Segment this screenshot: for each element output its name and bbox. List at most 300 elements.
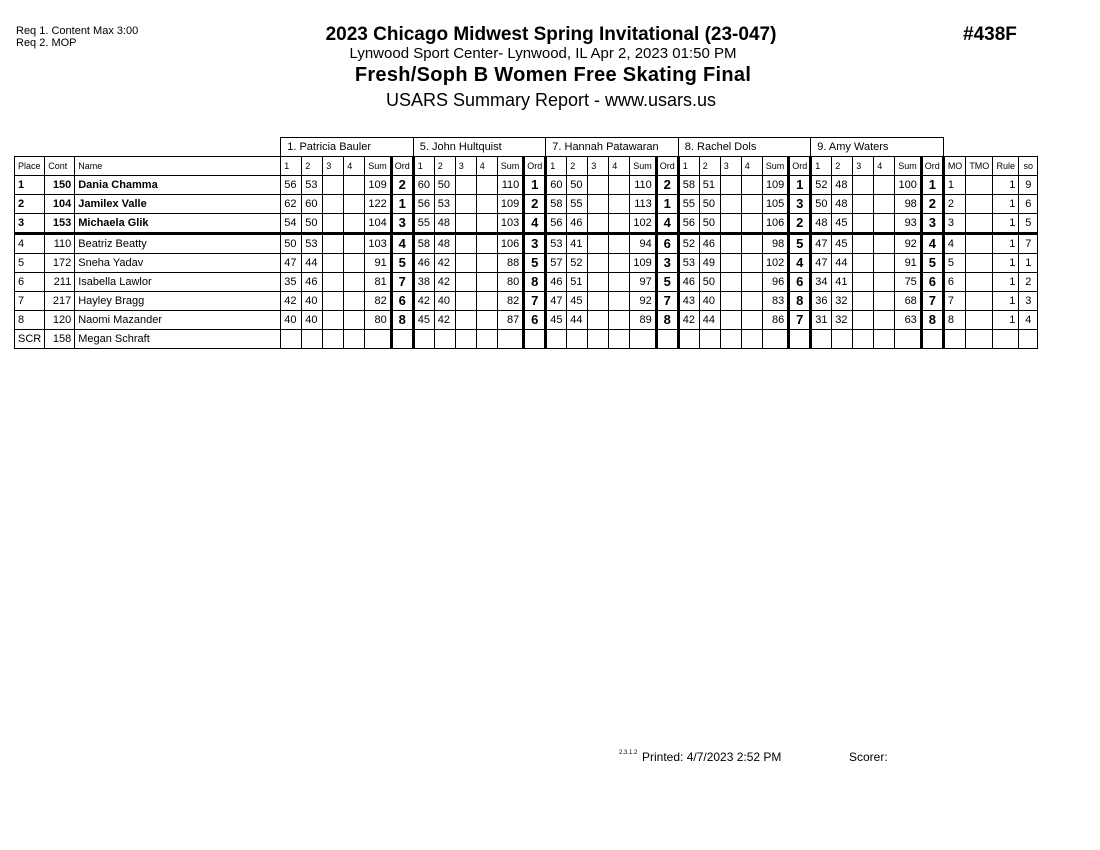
score-cell: 50 bbox=[699, 214, 720, 234]
sum-cell: 87 bbox=[497, 311, 524, 330]
report-title: USARS Summary Report - www.usars.us bbox=[385, 90, 717, 110]
score-cell: 42 bbox=[678, 311, 699, 330]
score-cell bbox=[699, 330, 720, 349]
score-cell bbox=[476, 214, 497, 234]
table-row bbox=[15, 254, 1038, 273]
ordinal-cell: 8 bbox=[391, 311, 413, 330]
score-cell bbox=[323, 292, 344, 311]
col-judge-4: 4 bbox=[476, 157, 497, 176]
score-cell bbox=[853, 195, 874, 214]
score-cell bbox=[874, 234, 895, 254]
name-cell: Naomi Mazander bbox=[75, 311, 281, 330]
sum-cell: 89 bbox=[630, 311, 657, 330]
score-cell bbox=[344, 254, 365, 273]
score-cell: 32 bbox=[832, 292, 853, 311]
col-judge-2: 2 bbox=[699, 157, 720, 176]
score-cell bbox=[874, 292, 895, 311]
sum-cell: 96 bbox=[762, 273, 789, 292]
venue-date: Lynwood Sport Center- Lynwood, IL Apr 2, 2023 01:50 PM bbox=[349, 45, 737, 62]
col-judge-2: 2 bbox=[567, 157, 588, 176]
sum-cell: 98 bbox=[895, 195, 922, 214]
ordinal-cell: 4 bbox=[391, 234, 413, 254]
ordinal-cell bbox=[921, 330, 943, 349]
ordinal-cell: 7 bbox=[391, 273, 413, 292]
col-rule-cell bbox=[993, 330, 1019, 349]
score-cell bbox=[344, 273, 365, 292]
col-tmo-cell bbox=[966, 254, 993, 273]
score-cell bbox=[853, 254, 874, 273]
score-cell: 42 bbox=[434, 311, 455, 330]
score-cell: 55 bbox=[567, 195, 588, 214]
score-cell bbox=[323, 214, 344, 234]
score-cell: 50 bbox=[567, 176, 588, 195]
score-cell bbox=[302, 330, 323, 349]
col-judge-ord: Ord bbox=[524, 157, 546, 176]
col-tmo-cell bbox=[966, 214, 993, 234]
col-judge-1: 1 bbox=[546, 157, 567, 176]
sum-cell: 63 bbox=[895, 311, 922, 330]
score-cell: 45 bbox=[832, 234, 853, 254]
ordinal-cell: 3 bbox=[789, 195, 811, 214]
score-cell bbox=[455, 330, 476, 349]
score-cell bbox=[853, 330, 874, 349]
score-cell: 55 bbox=[413, 214, 434, 234]
place-cell: 5 bbox=[15, 254, 45, 273]
score-cell bbox=[609, 195, 630, 214]
col-rule-cell: 1 bbox=[993, 214, 1019, 234]
score-cell: 51 bbox=[567, 273, 588, 292]
ordinal-cell: 4 bbox=[921, 234, 943, 254]
ordinal-cell: 1 bbox=[524, 176, 546, 195]
score-cell: 51 bbox=[699, 176, 720, 195]
sum-cell: 92 bbox=[630, 292, 657, 311]
score-cell bbox=[874, 214, 895, 234]
sum-cell: 103 bbox=[497, 214, 524, 234]
score-cell: 53 bbox=[678, 254, 699, 273]
score-cell bbox=[476, 292, 497, 311]
ordinal-cell: 3 bbox=[921, 214, 943, 234]
col-so-cell: 4 bbox=[1019, 311, 1038, 330]
place-cell: SCR bbox=[15, 330, 45, 349]
col-cont: Cont bbox=[45, 157, 75, 176]
col-mo-cell bbox=[943, 330, 966, 349]
score-cell bbox=[344, 234, 365, 254]
sum-cell bbox=[497, 330, 524, 349]
place-cell: 6 bbox=[15, 273, 45, 292]
sum-cell: 110 bbox=[630, 176, 657, 195]
name-cell: Isabella Lawlor bbox=[75, 273, 281, 292]
score-cell: 50 bbox=[811, 195, 832, 214]
ordinal-cell: 8 bbox=[524, 273, 546, 292]
ordinal-cell: 8 bbox=[656, 311, 678, 330]
score-cell bbox=[476, 254, 497, 273]
sum-cell: 103 bbox=[365, 234, 392, 254]
score-cell: 62 bbox=[281, 195, 302, 214]
score-cell bbox=[476, 176, 497, 195]
table-row bbox=[15, 195, 1038, 214]
score-cell: 45 bbox=[413, 311, 434, 330]
sum-cell: 109 bbox=[630, 254, 657, 273]
sum-cell: 97 bbox=[630, 273, 657, 292]
score-cell bbox=[853, 292, 874, 311]
ordinal-cell: 6 bbox=[524, 311, 546, 330]
score-cell: 43 bbox=[678, 292, 699, 311]
col-judge-ord: Ord bbox=[789, 157, 811, 176]
score-cell bbox=[678, 330, 699, 349]
score-cell bbox=[344, 311, 365, 330]
score-cell bbox=[455, 195, 476, 214]
score-cell: 58 bbox=[678, 176, 699, 195]
score-cell: 56 bbox=[678, 214, 699, 234]
name-cell: Megan Schraft bbox=[75, 330, 281, 349]
score-cell: 54 bbox=[281, 214, 302, 234]
col-so-cell bbox=[1019, 330, 1038, 349]
cont-cell: 172 bbox=[45, 254, 75, 273]
score-cell bbox=[323, 254, 344, 273]
col-judge-4: 4 bbox=[609, 157, 630, 176]
sum-cell bbox=[895, 330, 922, 349]
col-rule-cell: 1 bbox=[993, 273, 1019, 292]
table-row bbox=[15, 273, 1038, 292]
score-cell: 48 bbox=[832, 176, 853, 195]
cont-cell: 104 bbox=[45, 195, 75, 214]
score-cell bbox=[344, 176, 365, 195]
score-cell bbox=[323, 330, 344, 349]
table-row bbox=[15, 292, 1038, 311]
col-judge-2: 2 bbox=[434, 157, 455, 176]
sum-cell: 122 bbox=[365, 195, 392, 214]
sum-cell: 100 bbox=[895, 176, 922, 195]
score-cell bbox=[323, 234, 344, 254]
score-cell bbox=[609, 273, 630, 292]
score-cell bbox=[853, 176, 874, 195]
score-cell: 47 bbox=[281, 254, 302, 273]
sum-cell: 102 bbox=[630, 214, 657, 234]
col-judge-2: 2 bbox=[832, 157, 853, 176]
col-judge-sum: Sum bbox=[762, 157, 789, 176]
col-so-cell: 5 bbox=[1019, 214, 1038, 234]
place-cell: 7 bbox=[15, 292, 45, 311]
ordinal-cell: 6 bbox=[921, 273, 943, 292]
score-cell bbox=[434, 330, 455, 349]
ordinal-cell: 6 bbox=[656, 234, 678, 254]
col-tmo-cell bbox=[966, 176, 993, 195]
score-cell bbox=[832, 330, 853, 349]
score-cell bbox=[323, 176, 344, 195]
score-cell bbox=[741, 214, 762, 234]
score-cell bbox=[588, 214, 609, 234]
col-judge-sum: Sum bbox=[895, 157, 922, 176]
col-judge-sum: Sum bbox=[630, 157, 657, 176]
sum-cell bbox=[630, 330, 657, 349]
score-cell: 52 bbox=[678, 234, 699, 254]
col-judge-4: 4 bbox=[874, 157, 895, 176]
col-mo-cell: 2 bbox=[943, 195, 966, 214]
score-cell: 40 bbox=[434, 292, 455, 311]
score-cell bbox=[741, 292, 762, 311]
score-cell bbox=[455, 214, 476, 234]
score-cell bbox=[853, 214, 874, 234]
score-cell bbox=[874, 195, 895, 214]
score-cell: 44 bbox=[832, 254, 853, 273]
sum-cell: 102 bbox=[762, 254, 789, 273]
ordinal-cell: 2 bbox=[656, 176, 678, 195]
score-cell bbox=[413, 330, 434, 349]
score-cell: 60 bbox=[302, 195, 323, 214]
score-cell bbox=[588, 330, 609, 349]
cont-cell: 150 bbox=[45, 176, 75, 195]
ordinal-cell: 1 bbox=[656, 195, 678, 214]
place-cell: 2 bbox=[15, 195, 45, 214]
score-cell: 42 bbox=[281, 292, 302, 311]
col-rule: Rule bbox=[993, 157, 1019, 176]
ordinal-cell bbox=[656, 330, 678, 349]
requirement-2: Req 2. MOP bbox=[16, 37, 77, 49]
cont-cell: 153 bbox=[45, 214, 75, 234]
judge-name: 1. Patricia Bauler bbox=[281, 138, 414, 157]
score-cell: 56 bbox=[546, 214, 567, 234]
col-mo-cell: 6 bbox=[943, 273, 966, 292]
score-cell bbox=[720, 273, 741, 292]
col-tmo-cell bbox=[966, 311, 993, 330]
ordinal-cell: 1 bbox=[921, 176, 943, 195]
score-cell bbox=[323, 311, 344, 330]
score-cell bbox=[741, 234, 762, 254]
sum-cell: 113 bbox=[630, 195, 657, 214]
score-cell: 48 bbox=[434, 234, 455, 254]
judge-header-spacer bbox=[943, 138, 1038, 157]
cont-cell: 211 bbox=[45, 273, 75, 292]
score-cell: 42 bbox=[434, 273, 455, 292]
col-name: Name bbox=[75, 157, 281, 176]
ordinal-cell: 2 bbox=[391, 176, 413, 195]
col-tmo-cell bbox=[966, 330, 993, 349]
competition-title: 2023 Chicago Midwest Spring Invitational (23-047) bbox=[325, 24, 777, 45]
sum-cell: 91 bbox=[895, 254, 922, 273]
score-cell: 48 bbox=[434, 214, 455, 234]
sum-cell: 88 bbox=[497, 254, 524, 273]
col-judge-ord: Ord bbox=[391, 157, 413, 176]
score-cell bbox=[720, 311, 741, 330]
score-cell: 46 bbox=[699, 234, 720, 254]
score-cell: 38 bbox=[413, 273, 434, 292]
score-cell: 40 bbox=[699, 292, 720, 311]
score-cell bbox=[567, 330, 588, 349]
judge-name: 5. John Hultquist bbox=[413, 138, 546, 157]
version-code: 2.3.1.2 bbox=[619, 750, 638, 756]
score-cell: 46 bbox=[302, 273, 323, 292]
judge-name: 9. Amy Waters bbox=[811, 138, 944, 157]
ordinal-cell: 4 bbox=[656, 214, 678, 234]
judge-name: 8. Rachel Dols bbox=[678, 138, 811, 157]
sum-cell: 82 bbox=[365, 292, 392, 311]
score-cell: 40 bbox=[302, 311, 323, 330]
col-judge-1: 1 bbox=[811, 157, 832, 176]
ordinal-cell: 8 bbox=[789, 292, 811, 311]
sum-cell: 93 bbox=[895, 214, 922, 234]
score-cell: 41 bbox=[832, 273, 853, 292]
ordinal-cell bbox=[524, 330, 546, 349]
col-judge-ord: Ord bbox=[656, 157, 678, 176]
ordinal-cell: 1 bbox=[391, 195, 413, 214]
col-tmo-cell bbox=[966, 195, 993, 214]
sum-cell: 86 bbox=[762, 311, 789, 330]
score-cell bbox=[741, 311, 762, 330]
score-cell: 31 bbox=[811, 311, 832, 330]
score-cell bbox=[323, 273, 344, 292]
ordinal-cell: 7 bbox=[524, 292, 546, 311]
sum-cell: 91 bbox=[365, 254, 392, 273]
score-cell: 53 bbox=[302, 176, 323, 195]
judge-name: 7. Hannah Patawaran bbox=[546, 138, 679, 157]
col-mo-cell: 1 bbox=[943, 176, 966, 195]
score-cell: 49 bbox=[699, 254, 720, 273]
score-cell bbox=[588, 195, 609, 214]
score-cell: 46 bbox=[546, 273, 567, 292]
score-cell: 42 bbox=[434, 254, 455, 273]
score-cell bbox=[874, 311, 895, 330]
score-cell bbox=[588, 176, 609, 195]
score-cell bbox=[455, 311, 476, 330]
score-cell: 58 bbox=[546, 195, 567, 214]
score-cell: 53 bbox=[434, 195, 455, 214]
table-row bbox=[15, 330, 1038, 349]
score-cell bbox=[609, 292, 630, 311]
score-cell bbox=[720, 254, 741, 273]
col-so-cell: 7 bbox=[1019, 234, 1038, 254]
score-cell bbox=[609, 176, 630, 195]
score-cell bbox=[344, 214, 365, 234]
col-judge-1: 1 bbox=[281, 157, 302, 176]
place-cell: 8 bbox=[15, 311, 45, 330]
score-cell bbox=[720, 195, 741, 214]
score-cell: 46 bbox=[413, 254, 434, 273]
col-rule-cell: 1 bbox=[993, 292, 1019, 311]
col-so-cell: 9 bbox=[1019, 176, 1038, 195]
score-cell bbox=[741, 273, 762, 292]
ordinal-cell: 7 bbox=[656, 292, 678, 311]
ordinal-cell: 1 bbox=[789, 176, 811, 195]
sum-cell bbox=[365, 330, 392, 349]
score-cell: 41 bbox=[567, 234, 588, 254]
score-cell: 52 bbox=[567, 254, 588, 273]
score-cell: 32 bbox=[832, 311, 853, 330]
ordinal-cell: 8 bbox=[921, 311, 943, 330]
score-cell bbox=[609, 330, 630, 349]
score-cell: 44 bbox=[699, 311, 720, 330]
cont-cell: 120 bbox=[45, 311, 75, 330]
score-cell: 48 bbox=[832, 195, 853, 214]
table-row bbox=[15, 176, 1038, 195]
table-row bbox=[15, 311, 1038, 330]
col-judge-1: 1 bbox=[678, 157, 699, 176]
sum-cell: 81 bbox=[365, 273, 392, 292]
score-cell bbox=[741, 254, 762, 273]
place-cell: 3 bbox=[15, 214, 45, 234]
score-cell: 46 bbox=[678, 273, 699, 292]
ordinal-cell: 7 bbox=[921, 292, 943, 311]
score-cell: 50 bbox=[434, 176, 455, 195]
sum-cell: 80 bbox=[497, 273, 524, 292]
printed-timestamp: Printed: 4/7/2023 2:52 PM bbox=[642, 750, 782, 764]
table-row bbox=[15, 234, 1038, 254]
score-cell bbox=[609, 234, 630, 254]
score-cell bbox=[588, 254, 609, 273]
sum-cell: 92 bbox=[895, 234, 922, 254]
ordinal-cell bbox=[789, 330, 811, 349]
ordinal-cell: 5 bbox=[921, 254, 943, 273]
score-cell bbox=[741, 176, 762, 195]
score-cell: 45 bbox=[567, 292, 588, 311]
score-cell: 36 bbox=[811, 292, 832, 311]
score-cell bbox=[344, 292, 365, 311]
score-cell: 47 bbox=[811, 234, 832, 254]
name-cell: Jamilex Valle bbox=[75, 195, 281, 214]
col-judge-sum: Sum bbox=[497, 157, 524, 176]
ordinal-cell: 5 bbox=[391, 254, 413, 273]
col-mo-cell: 3 bbox=[943, 214, 966, 234]
col-so-cell: 1 bbox=[1019, 254, 1038, 273]
sum-cell: 106 bbox=[497, 234, 524, 254]
score-cell bbox=[455, 254, 476, 273]
col-judge-4: 4 bbox=[741, 157, 762, 176]
event-title: Fresh/Soph B Women Free Skating Final bbox=[354, 64, 752, 86]
score-cell: 58 bbox=[413, 234, 434, 254]
score-cell bbox=[720, 330, 741, 349]
score-cell bbox=[476, 311, 497, 330]
sum-cell: 80 bbox=[365, 311, 392, 330]
requirement-1: Req 1. Content Max 3:00 bbox=[16, 25, 139, 37]
col-tmo-cell bbox=[966, 273, 993, 292]
ordinal-cell: 7 bbox=[789, 311, 811, 330]
col-judge-3: 3 bbox=[853, 157, 874, 176]
score-cell bbox=[874, 176, 895, 195]
score-cell bbox=[741, 330, 762, 349]
col-judge-3: 3 bbox=[455, 157, 476, 176]
score-cell bbox=[720, 214, 741, 234]
ordinal-cell: 3 bbox=[391, 214, 413, 234]
col-rule-cell: 1 bbox=[993, 195, 1019, 214]
ordinal-cell: 2 bbox=[921, 195, 943, 214]
ordinal-cell: 2 bbox=[524, 195, 546, 214]
sum-cell: 75 bbox=[895, 273, 922, 292]
sum-cell: 109 bbox=[762, 176, 789, 195]
ordinal-cell: 5 bbox=[789, 234, 811, 254]
score-cell: 53 bbox=[546, 234, 567, 254]
score-cell: 50 bbox=[699, 273, 720, 292]
col-judge-sum: Sum bbox=[365, 157, 392, 176]
ordinal-cell: 5 bbox=[524, 254, 546, 273]
score-cell bbox=[874, 273, 895, 292]
score-cell bbox=[609, 214, 630, 234]
score-cell: 40 bbox=[281, 311, 302, 330]
score-cell bbox=[609, 254, 630, 273]
score-cell: 46 bbox=[567, 214, 588, 234]
sum-cell: 110 bbox=[497, 176, 524, 195]
name-cell: Beatriz Beatty bbox=[75, 234, 281, 254]
place-cell: 4 bbox=[15, 234, 45, 254]
sum-cell: 104 bbox=[365, 214, 392, 234]
name-cell: Sneha Yadav bbox=[75, 254, 281, 273]
score-cell: 44 bbox=[302, 254, 323, 273]
name-cell: Dania Chamma bbox=[75, 176, 281, 195]
score-cell: 45 bbox=[832, 214, 853, 234]
ordinal-cell: 2 bbox=[789, 214, 811, 234]
col-so: so bbox=[1019, 157, 1038, 176]
score-cell: 60 bbox=[546, 176, 567, 195]
score-cell bbox=[476, 330, 497, 349]
results-table bbox=[14, 137, 1038, 349]
